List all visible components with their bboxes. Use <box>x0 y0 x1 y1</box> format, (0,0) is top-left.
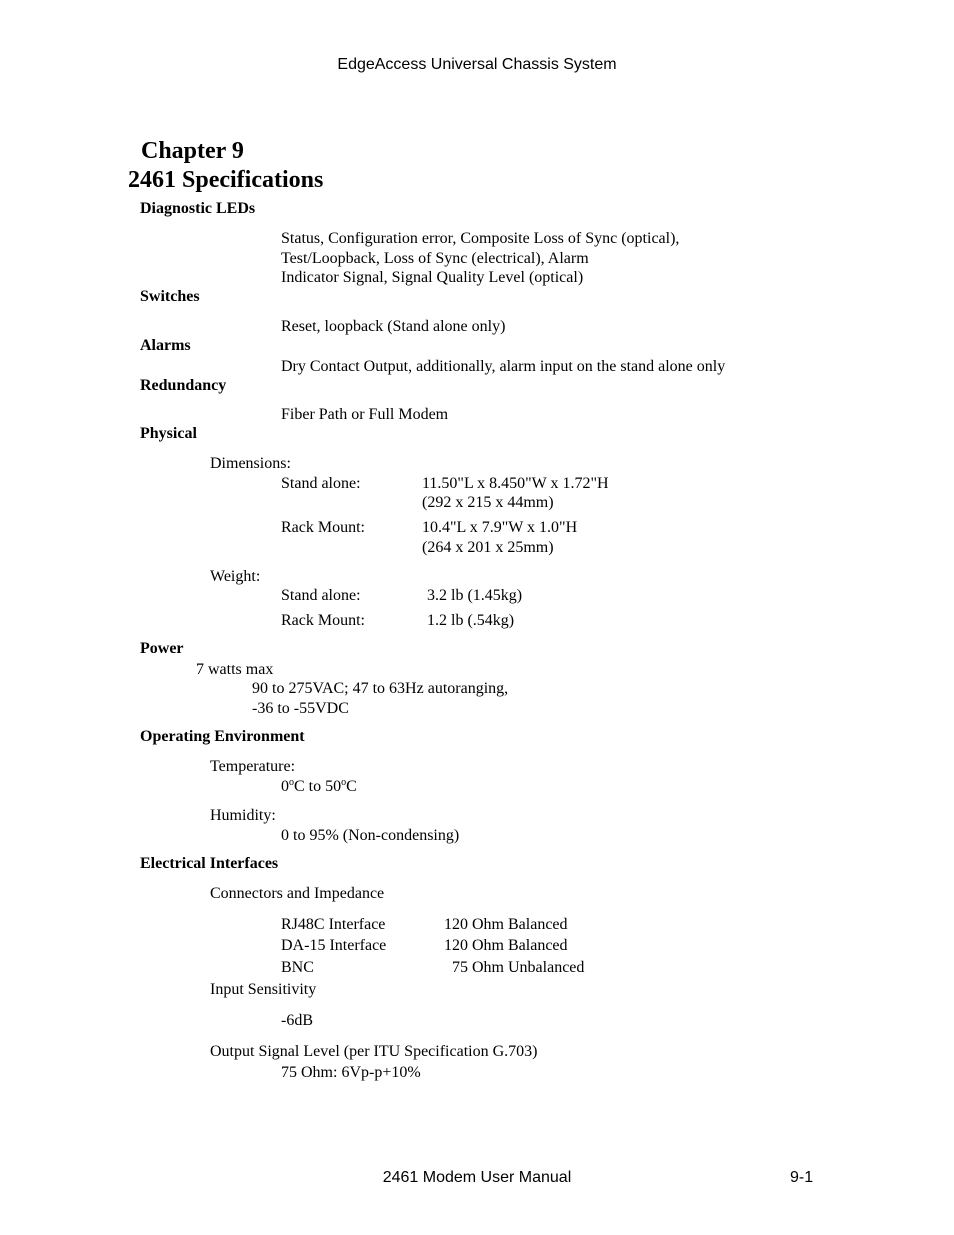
dimension-item-label: Stand alone: <box>281 475 361 492</box>
diagnostic-leds-line: Indicator Signal, Signal Quality Level (optical) <box>281 269 584 286</box>
power-heading: Power <box>140 640 184 657</box>
dimension-item-label: Rack Mount: <box>281 519 365 536</box>
dimension-item-metric: (264 x 201 x 25mm) <box>422 539 554 556</box>
connector-name: DA-15 Interface <box>281 937 387 954</box>
dimension-item-metric: (292 x 215 x 44mm) <box>422 494 554 511</box>
running-header: EdgeAccess Universal Chassis System <box>337 56 617 73</box>
humidity-label: Humidity: <box>210 807 276 824</box>
switches-heading: Switches <box>140 288 200 305</box>
dimension-item-value: 11.50"L x 8.450"W x 1.72"H <box>422 475 609 492</box>
connector-impedance: 120 Ohm Balanced <box>444 916 568 933</box>
switches-text: Reset, loopback (Stand alone only) <box>281 318 506 335</box>
humidity-value: 0 to 95% (Non-condensing) <box>281 827 460 844</box>
connector-impedance: 120 Ohm Balanced <box>444 937 568 954</box>
connector-impedance: 75 Ohm Unbalanced <box>452 959 585 976</box>
degree-symbol: o <box>341 777 347 788</box>
redundancy-text: Fiber Path or Full Modem <box>281 406 449 423</box>
page-number: 9-1 <box>790 1169 814 1186</box>
environment-heading: Operating Environment <box>140 728 305 745</box>
temperature-range: 0$^o$C to 50$^o$C <box>281 777 357 795</box>
output-signal-label: Output Signal Level (per ITU Specification G.703) <box>210 1043 538 1060</box>
input-sensitivity-label: Input Sensitivity <box>210 981 317 998</box>
weight-item-value: 1.2 lb (.54kg) <box>427 612 515 629</box>
power-max: 7 watts max <box>196 661 274 678</box>
chapter-title: 2461 Specifications <box>128 167 324 193</box>
connector-name: RJ48C Interface <box>281 916 386 933</box>
alarms-heading: Alarms <box>140 337 191 354</box>
footer-manual-title: 2461 Modem User Manual <box>382 1169 572 1186</box>
physical-heading: Physical <box>140 425 197 442</box>
dimensions-label: Dimensions: <box>210 455 291 472</box>
weight-label: Weight: <box>210 568 261 585</box>
weight-item-value: 3.2 lb (1.45kg) <box>427 587 523 604</box>
diagnostic-leds-line: Test/Loopback, Loss of Sync (electrical), Alarm <box>281 250 589 267</box>
weight-item-label: Rack Mount: <box>281 612 365 629</box>
chapter-label: Chapter 9 <box>141 138 244 164</box>
diagnostic-leds-line: Status, Configuration error, Composite Loss of Sync (optical), <box>281 230 680 247</box>
output-signal-value: 75 Ohm: 6Vp-p+10% <box>281 1064 421 1081</box>
redundancy-heading: Redundancy <box>140 377 227 394</box>
connectors-label: Connectors and Impedance <box>210 885 385 902</box>
electrical-heading: Electrical Interfaces <box>140 855 279 872</box>
dimension-item-value: 10.4"L x 7.9"W x 1.0"H <box>422 519 578 536</box>
power-line: 90 to 275VAC; 47 to 63Hz autoranging, <box>252 680 509 697</box>
diagnostic-leds-heading: Diagnostic LEDs <box>140 200 256 217</box>
temperature-label: Temperature: <box>210 758 296 775</box>
alarms-text: Dry Contact Output, additionally, alarm input on the stand alone only <box>281 358 726 375</box>
degree-symbol: o <box>289 777 294 788</box>
connector-name: BNC <box>281 959 314 976</box>
input-sensitivity-value: -6dB <box>281 1012 313 1029</box>
power-line: -36 to -55VDC <box>252 700 349 717</box>
weight-item-label: Stand alone: <box>281 587 361 604</box>
